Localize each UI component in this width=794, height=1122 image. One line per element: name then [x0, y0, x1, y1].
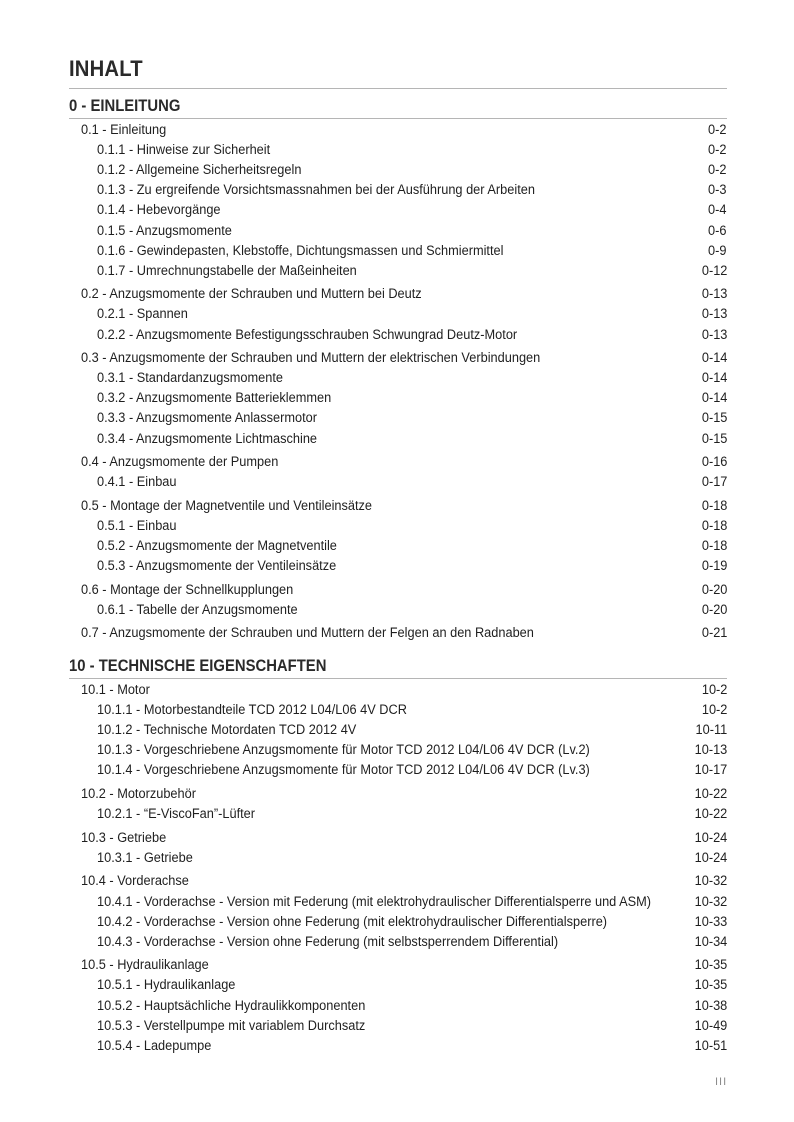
toc-subsection-entry[interactable]	[97, 932, 727, 952]
entry-page-number: 10-51	[694, 1037, 727, 1054]
toc-subsection-entry[interactable]	[97, 368, 727, 388]
entry-title: 0.2.1 - Spannen	[97, 306, 188, 323]
entry-page-number: 0-20	[701, 581, 727, 598]
toc-section-entry[interactable]	[81, 828, 727, 848]
entry-page-number: 0-12	[701, 262, 727, 279]
toc-subsection-entry[interactable]	[97, 325, 727, 345]
toc-subsection-entry[interactable]	[97, 472, 727, 492]
toc-section-entry[interactable]	[81, 784, 727, 804]
entry-page-number: 0-14	[701, 350, 727, 367]
entry-page-number: 0-2	[708, 142, 727, 159]
toc-section-entry[interactable]	[81, 284, 727, 304]
toc-subsection-entry[interactable]	[97, 700, 727, 720]
entry-title: 0.2.2 - Anzugsmomente Befestigungsschrauben Schwungrad Deutz-Motor	[97, 326, 518, 343]
toc-subsection-entry[interactable]	[97, 1036, 727, 1056]
entry-title: 0.1.2 - Allgemeine Sicherheitsregeln	[97, 162, 302, 179]
entry-page-number: 10-24	[694, 849, 727, 866]
entry-title: 10.1.1 - Motorbestandteile TCD 2012 L04/L06 4V DCR	[97, 702, 407, 719]
toc-subsection-entry[interactable]	[97, 556, 727, 576]
toc-subsection-entry[interactable]	[97, 848, 727, 868]
entry-title: 10.4.2 - Vorderachse - Version ohne Federung (mit elektrohydraulischer Differentialsperre)	[97, 913, 608, 930]
entry-title: 10.2 - Motorzubehör	[81, 786, 196, 802]
page-title: INHALT	[69, 56, 143, 81]
entry-page-number: 10-24	[694, 829, 727, 846]
entry-page-number: 0-13	[701, 326, 727, 343]
toc-subsection-entry[interactable]	[97, 140, 727, 160]
entry-page-number: 0-3	[708, 182, 727, 199]
entry-page-number: 0-9	[708, 242, 727, 259]
entry-title: 0.1.5 - Anzugsmomente	[97, 222, 232, 239]
toc-subsection-entry[interactable]	[97, 180, 727, 200]
entry-title: 10.5.2 - Hauptsächliche Hydraulikkomponenten	[97, 997, 366, 1014]
entry-page-number: 10-11	[695, 722, 727, 739]
entry-page-number: 10-22	[694, 786, 727, 802]
entry-title: 10.4 - Vorderachse	[81, 873, 189, 890]
entry-title: 10.5 - Hydraulikanlage	[81, 957, 209, 974]
toc-section-entry[interactable]	[81, 348, 727, 368]
entry-page-number: 10-49	[694, 1017, 727, 1034]
toc-subsection-entry[interactable]	[97, 221, 727, 241]
entry-title: 10.3 - Getriebe	[81, 829, 167, 846]
entry-title: 10.4.1 - Vorderachse - Version mit Federung (mit elektrohydraulischer Differentialsperre und ASM)	[97, 893, 652, 910]
entry-page-number: 0-2	[708, 122, 727, 138]
entry-title: 0.4.1 - Einbau	[97, 474, 177, 491]
entry-title: 0.5.1 - Einbau	[97, 517, 177, 534]
entry-title: 0.1.6 - Gewindepasten, Klebstoffe, Dichtungsmassen und Schmiermittel	[97, 242, 504, 259]
entry-page-number: 10-13	[694, 742, 727, 759]
toc-subsection-entry[interactable]	[97, 388, 727, 408]
toc-subsection-entry[interactable]	[97, 200, 727, 220]
toc-subsection-entry[interactable]	[97, 261, 727, 281]
entry-title: 0.6.1 - Tabelle der Anzugsmomente	[97, 601, 298, 618]
entry-title: 0.3.3 - Anzugsmomente Anlassermotor	[97, 410, 318, 427]
entry-title: 0.1.3 - Zu ergreifende Vorsichtsmassnahmen bei der Ausführung der Arbeiten	[97, 182, 535, 199]
entry-title: 10.4.3 - Vorderachse - Version ohne Federung (mit selbstsperrendem Differential)	[97, 933, 559, 950]
toc-subsection-entry[interactable]	[97, 600, 727, 620]
chapter-divider	[69, 678, 727, 679]
entry-title: 10.1 - Motor	[81, 682, 150, 698]
toc-section-entry[interactable]	[81, 496, 727, 516]
entry-title: 0.4 - Anzugsmomente der Pumpen	[81, 454, 279, 471]
entry-page-number: 10-32	[694, 873, 727, 890]
toc-subsection-entry[interactable]	[97, 892, 727, 912]
toc-subsection-entry[interactable]	[97, 975, 727, 995]
toc-subsection-entry[interactable]	[97, 408, 727, 428]
entry-page-number: 0-18	[701, 517, 727, 534]
toc-section-entry[interactable]	[81, 623, 727, 643]
entry-title: 0.5.3 - Anzugsmomente der Ventileinsätze	[97, 558, 337, 575]
entry-title: 10.1.2 - Technische Motordaten TCD 2012 4V	[97, 722, 357, 739]
entry-page-number: 0-15	[701, 430, 727, 447]
entry-page-number: 0-20	[701, 601, 727, 618]
entry-title: 10.3.1 - Getriebe	[97, 849, 193, 866]
chapter-block	[69, 96, 727, 119]
toc-subsection-entry[interactable]	[97, 912, 727, 932]
entry-page-number: 10-33	[694, 913, 727, 930]
entry-page-number: 10-17	[694, 762, 727, 779]
toc-subsection-entry[interactable]	[97, 1016, 727, 1036]
entry-page-number: 10-34	[694, 933, 727, 950]
entry-title: 0.7 - Anzugsmomente der Schrauben und Muttern der Felgen an den Radnaben	[81, 625, 534, 642]
entry-page-number: 0-16	[701, 454, 727, 471]
entry-title: 0.2 - Anzugsmomente der Schrauben und Muttern bei Deutz	[81, 286, 422, 303]
toc-section-entry[interactable]	[81, 120, 727, 140]
entry-page-number: 0-18	[701, 538, 727, 554]
chapter-divider	[69, 118, 727, 119]
toc-subsection-entry[interactable]	[97, 241, 727, 261]
entry-page-number: 0-6	[708, 222, 727, 239]
toc-subsection-entry[interactable]	[97, 740, 727, 760]
toc-subsection-entry[interactable]	[97, 996, 727, 1016]
entry-title: 0.5.2 - Anzugsmomente der Magnetventile	[97, 538, 337, 554]
entry-page-number: 0-14	[701, 370, 727, 387]
toc-section-entry[interactable]	[81, 680, 727, 700]
entry-page-number: 0-18	[701, 497, 727, 514]
entry-page-number: 10-35	[694, 977, 727, 994]
entry-page-number: 0-19	[701, 558, 727, 575]
toc-subsection-entry[interactable]	[97, 720, 727, 740]
chapter-block	[69, 656, 727, 679]
entry-page-number: 10-2	[701, 702, 727, 719]
title-divider	[69, 88, 727, 89]
page-number: III	[715, 1076, 728, 1088]
entry-page-number: 0-15	[701, 410, 727, 427]
entry-title: 0.6 - Montage der Schnellkupplungen	[81, 581, 294, 598]
toc-subsection-entry[interactable]	[97, 429, 727, 449]
entry-title: 0.5 - Montage der Magnetventile und Ventileinsätze	[81, 497, 373, 514]
entry-title: 10.2.1 - “E-ViscoFan”-Lüfter	[97, 806, 256, 823]
entry-title: 0.3.2 - Anzugsmomente Batterieklemmen	[97, 390, 332, 407]
entry-title: 0.1.4 - Hebevorgänge	[97, 202, 221, 219]
toc-subsection-entry[interactable]	[97, 304, 727, 324]
entry-page-number: 0-4	[708, 202, 727, 219]
entry-title: 10.1.4 - Vorgeschriebene Anzugsmomente für Motor TCD 2012 L04/L06 4V DCR (Lv.3)	[97, 762, 590, 779]
entry-title: 0.1 - Einleitung	[81, 122, 167, 138]
entry-page-number: 0-2	[708, 162, 727, 179]
entry-page-number: 10-22	[694, 806, 727, 823]
chapter-title: 10 - TECHNISCHE EIGENSCHAFTEN	[69, 657, 327, 675]
toc-subsection-entry[interactable]	[97, 804, 727, 824]
entry-title: 10.5.1 - Hydraulikanlage	[97, 977, 236, 994]
entry-title: 0.1.7 - Umrechnungstabelle der Maßeinheiten	[97, 262, 357, 279]
entry-title: 10.5.4 - Ladepumpe	[97, 1037, 212, 1054]
toc-section-entry[interactable]	[81, 871, 727, 891]
toc-section-entry[interactable]	[81, 955, 727, 975]
entry-page-number: 10-38	[694, 997, 727, 1014]
toc-subsection-entry[interactable]	[97, 760, 727, 780]
entry-page-number: 0-14	[701, 390, 727, 407]
entry-page-number: 10-32	[694, 893, 727, 910]
toc-subsection-entry[interactable]	[97, 160, 727, 180]
entry-page-number: 0-13	[701, 286, 727, 303]
entry-page-number: 0-17	[701, 474, 727, 491]
entry-title: 0.1.1 - Hinweise zur Sicherheit	[97, 142, 271, 159]
entry-title: 0.3.1 - Standardanzugsmomente	[97, 370, 283, 387]
entry-title: 0.3 - Anzugsmomente der Schrauben und Muttern der elektrischen Verbindungen	[81, 350, 541, 367]
chapter-title: 0 - EINLEITUNG	[69, 97, 181, 115]
toc-subsection-entry[interactable]	[97, 536, 727, 556]
entry-title: 10.5.3 - Verstellpumpe mit variablem Durchsatz	[97, 1017, 366, 1034]
entry-title: 10.1.3 - Vorgeschriebene Anzugsmomente für Motor TCD 2012 L04/L06 4V DCR (Lv.2)	[97, 742, 590, 759]
entry-page-number: 10-2	[701, 682, 727, 698]
entry-page-number: 10-35	[694, 957, 727, 974]
entry-title: 0.3.4 - Anzugsmomente Lichtmaschine	[97, 430, 318, 447]
toc-subsection-entry[interactable]	[97, 516, 727, 536]
toc-section-entry[interactable]	[81, 580, 727, 600]
entry-page-number: 0-13	[701, 306, 727, 323]
toc-section-entry[interactable]	[81, 452, 727, 472]
entry-page-number: 0-21	[701, 625, 727, 642]
